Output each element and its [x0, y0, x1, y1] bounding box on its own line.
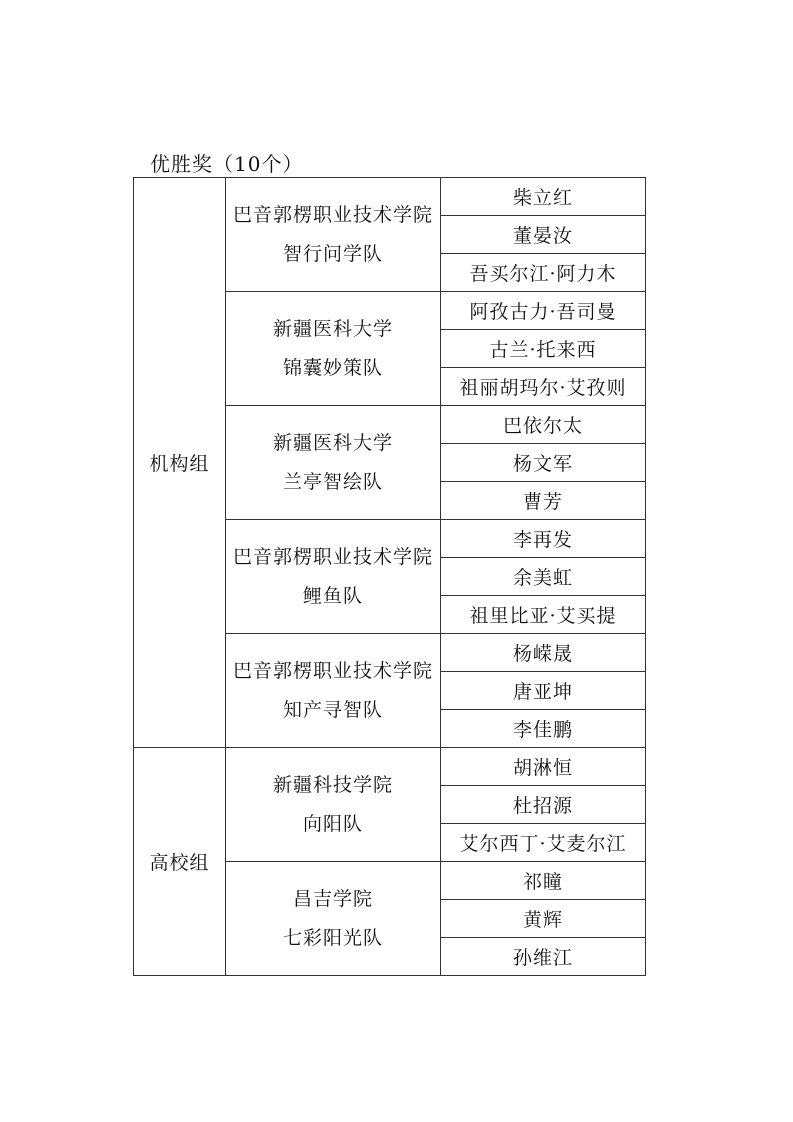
team-cell [226, 178, 441, 292]
section-heading: 优胜奖（10个） [150, 152, 304, 176]
team-school: 昌吉学院 [292, 887, 373, 910]
team-name: 知产寻智队 [282, 698, 383, 721]
member-cell: 杜招源 [441, 786, 646, 824]
team-school: 新疆医科大学 [272, 317, 393, 340]
award-table [133, 177, 646, 976]
table-row [134, 748, 646, 786]
member-cell: 李佳鹏 [441, 710, 646, 748]
team-cell [226, 520, 441, 634]
member-cell: 胡淋恒 [441, 748, 646, 786]
member-cell: 祖丽胡玛尔·艾孜则 [441, 368, 646, 406]
member-cell: 杨嵘晟 [441, 634, 646, 672]
member-cell: 杨文军 [441, 444, 646, 482]
team-school: 新疆科技学院 [272, 773, 393, 796]
team-cell [226, 292, 441, 406]
group-cell: 机构组 [134, 178, 226, 748]
member-cell: 祁瞳 [441, 862, 646, 900]
team-school: 新疆医科大学 [272, 431, 393, 454]
member-cell: 吾买尔江·阿力木 [441, 254, 646, 292]
member-cell: 董晏汝 [441, 216, 646, 254]
group-cell: 高校组 [134, 748, 226, 976]
member-cell: 孙维江 [441, 938, 646, 976]
table-row [134, 178, 646, 216]
team-name: 锦囊妙策队 [282, 356, 383, 379]
team-cell [226, 748, 441, 862]
member-cell: 唐亚坤 [441, 672, 646, 710]
team-school: 巴音郭楞职业技术学院 [232, 659, 433, 682]
member-cell: 巴依尔太 [441, 406, 646, 444]
member-cell: 艾尔西丁·艾麦尔江 [441, 824, 646, 862]
member-cell: 黄辉 [441, 900, 646, 938]
team-cell [226, 406, 441, 520]
team-name: 向阳队 [302, 812, 363, 835]
member-cell: 李再发 [441, 520, 646, 558]
member-cell: 柴立红 [441, 178, 646, 216]
member-cell: 祖里比亚·艾买提 [441, 596, 646, 634]
team-name: 七彩阳光队 [282, 926, 383, 949]
team-name: 鲤鱼队 [302, 584, 363, 607]
team-school: 巴音郭楞职业技术学院 [232, 545, 433, 568]
team-cell [226, 862, 441, 976]
member-cell: 曹芳 [441, 482, 646, 520]
team-name: 智行问学队 [282, 242, 383, 265]
member-cell: 古兰·托来西 [441, 330, 646, 368]
team-name: 兰亭智绘队 [282, 470, 383, 493]
team-cell [226, 634, 441, 748]
member-cell: 阿孜古力·吾司曼 [441, 292, 646, 330]
member-cell: 余美虹 [441, 558, 646, 596]
team-school: 巴音郭楞职业技术学院 [232, 203, 433, 226]
